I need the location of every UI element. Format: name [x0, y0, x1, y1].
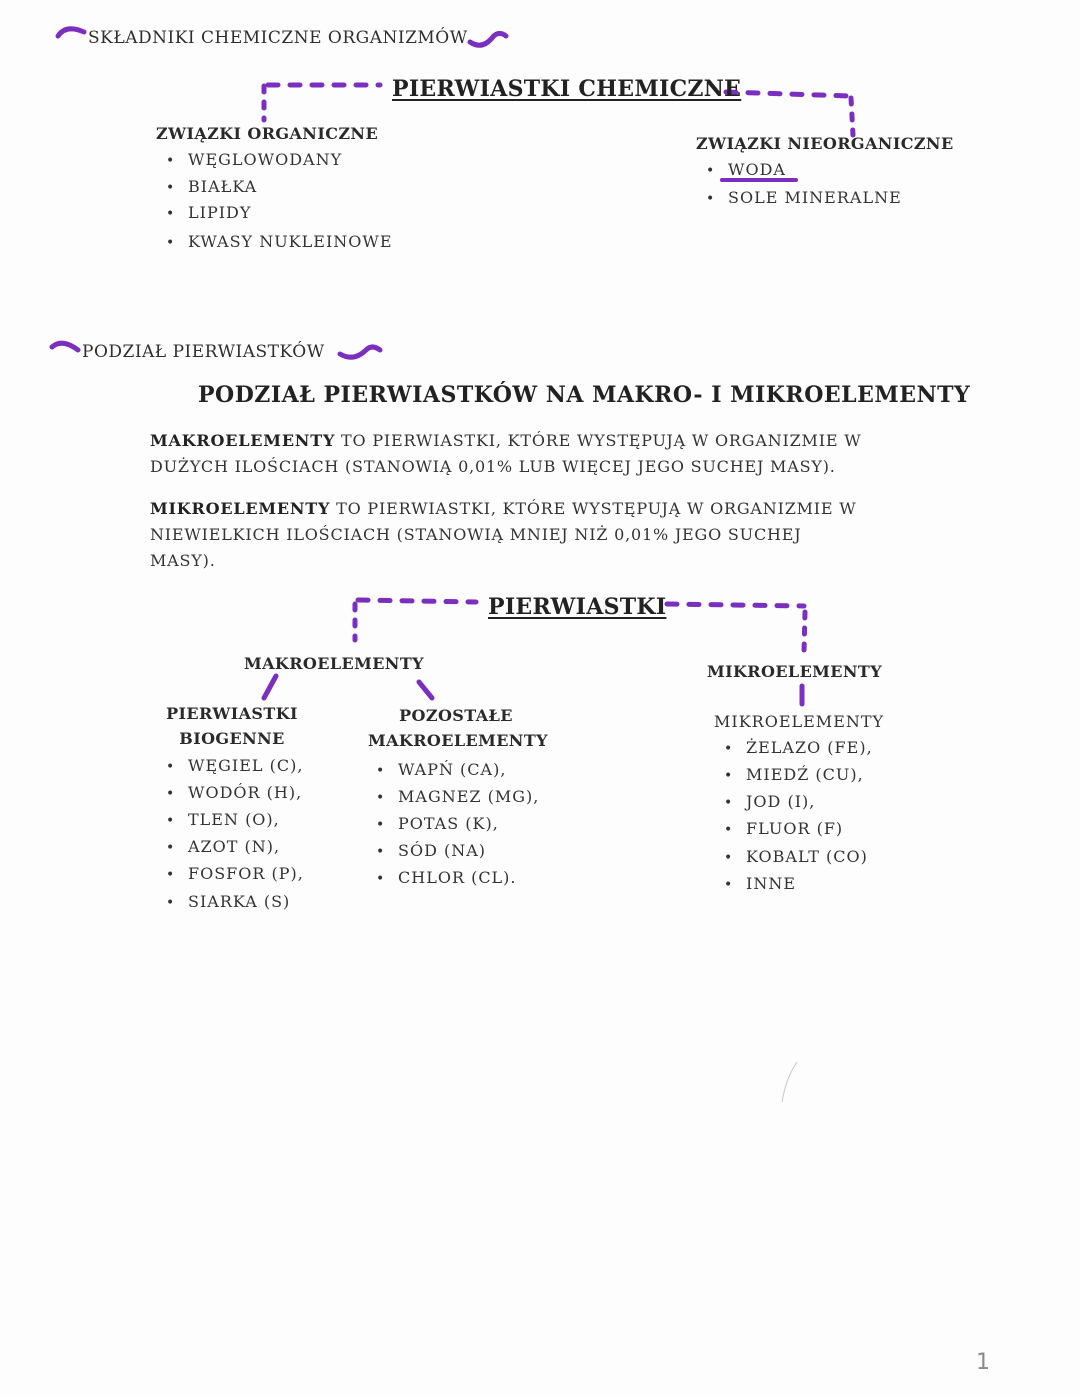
wavy-mark-icon [470, 33, 506, 45]
micro-title: MIKROELEMENTY [714, 712, 885, 731]
list-item: • FLUOR (F) [724, 819, 844, 838]
list-item: • WODA [706, 160, 786, 179]
list-item: • WĘGIEL (C), [166, 756, 304, 775]
list-item: • KWASY NUKLEINOWE [166, 232, 393, 251]
list-item: • LIPIDY [166, 203, 252, 222]
branch-line-left [264, 676, 276, 698]
list-item: • KOBALT (CO) [724, 847, 868, 866]
macroelements-definition: MAKROELEMENTY TO PIERWIASTKI, KTÓRE WYSTĘPUJĄ W ORGANIZMIE W DUŻYCH ILOŚCIACH (STANOWIĄ 0,01% LUB WIĘCEJ JEGO SUCHEJ MASY). [150, 431, 862, 476]
page-number: 1 [976, 1350, 990, 1375]
list-item: • CHLOR (CL). [376, 868, 517, 887]
list-item: • WĘGLOWODANY [166, 150, 343, 169]
heading-elements: PIERWIASTKI [488, 594, 667, 620]
macroelements-label: MAKROELEMENTY [244, 654, 424, 673]
list-item: • FOSFOR (P), [166, 864, 304, 883]
list-item: • ŻELAZO (FE), [724, 738, 873, 757]
list-item: • TLEN (O), [166, 810, 280, 829]
list-item: • BIAŁKA [166, 177, 258, 196]
branch-line-right [419, 682, 432, 698]
list-item: • JOD (I), [724, 792, 816, 811]
list-item: • POTAS (K), [376, 814, 499, 833]
list-item: • MIEDŹ (CU), [724, 765, 864, 784]
microelements-definition: MIKROELEMENTY TO PIERWIASTKI, KTÓRE WYSTĘPUJĄ W ORGANIZMIE W NIEWIELKICH ILOŚCIACH (STANOWIĄ MNIEJ NIŻ 0,01% JEGO SUCHEJ MASY). [150, 499, 857, 570]
wavy-mark-icon [52, 343, 78, 350]
wavy-mark-icon [340, 347, 380, 357]
heading-chemical-elements: PIERWIASTKI CHEMICZNE [392, 76, 742, 102]
section-title-chemical-components: SKŁADNIKI CHEMICZNE ORGANIZMÓW [88, 28, 468, 48]
section-title-element-division: PODZIAŁ PIERWIASTKÓW [82, 342, 325, 362]
wavy-mark-icon [58, 29, 84, 36]
organic-compounds-title: ZWIĄZKI ORGANICZNE [156, 124, 379, 143]
list-item: • SÓD (NA) [376, 841, 487, 860]
inorganic-compounds-title: ZWIĄZKI NIEORGANICZNE [696, 134, 954, 153]
list-item: • AZOT (N), [166, 837, 281, 856]
biogenic-title: PIERWIASTKI BIOGENNE [166, 704, 298, 748]
other-macro-title: POZOSTAŁE MAKROELEMENTY [368, 706, 548, 750]
list-item: • WODÓR (H), [166, 783, 303, 802]
microelements-label: MIKROELEMENTY [707, 662, 883, 681]
heading-macro-micro: PODZIAŁ PIERWIASTKÓW NA MAKRO- I MIKROELEMENTY [198, 382, 971, 408]
list-item: • INNE [724, 874, 796, 893]
list-item: • SOLE MINERALNE [706, 188, 902, 207]
list-item: • MAGNEZ (MG), [376, 787, 540, 806]
list-item: • SIARKA (S) [166, 892, 291, 911]
list-item: • WAPŃ (CA), [376, 760, 507, 779]
